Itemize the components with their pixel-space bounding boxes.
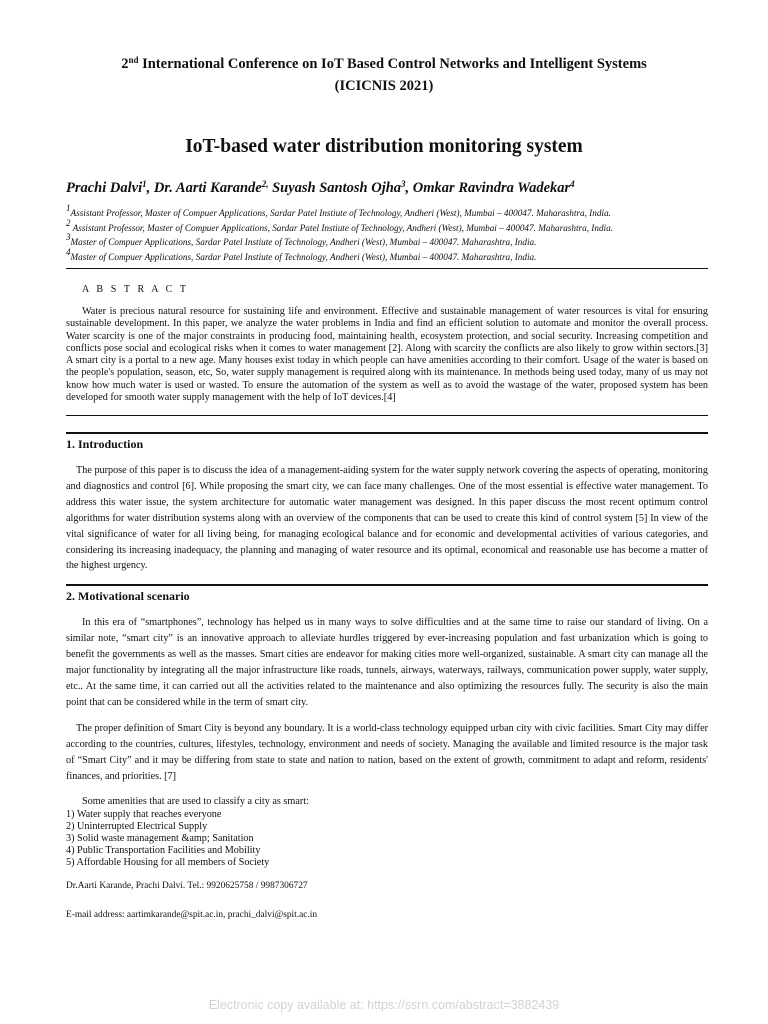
author-name: Dr. Aarti Karande: [153, 180, 262, 196]
conference-title: 2nd International Conference on IoT Based Control Networks and Intelligent Systems: [121, 55, 647, 72]
author-name: Omkar Ravindra Wadekar: [412, 180, 571, 196]
list-item: 5) Affordable Housing for all members of Society: [66, 856, 270, 868]
divider: [66, 268, 708, 269]
motivational-paragraph: The proper definition of Smart City is beyond any boundary. It is a world-class technology equipped urban city with civic facilities. Smart City may differ according to the countries, cultures, lifestyles, technology, environment and needs of society. Managing the available and limited resource is the major task of “Smart City” and it may be differing from state to state and nation to nation, based on the extent of growth, commitment to adapt and reform, residents' finances, and priorities. [7]: [66, 723, 708, 782]
affiliation: $^1$Assistant Professor, Master of Compuer Applications, Sardar Patel Instiute of Technology, Andheri (West), Mumbai – 400047. Maharashtra, India.: [66, 203, 611, 218]
author-list: Prachi Dalvi$^1$, Dr. Aarti Karande$^{2,}$ Suyash Santosh Ojha$^3$, Omkar Ravindra Wadekar$^4$: [66, 179, 575, 196]
section-heading-motivational: 2. Motivational scenario: [66, 589, 190, 603]
section-divider: [66, 584, 708, 586]
abstract-heading: A B S T R A C T: [82, 284, 189, 295]
list-item: 2) Uninterrupted Electrical Supply: [66, 820, 208, 832]
affiliation: $^4$Master of Compuer Applications, Sardar Patel Instiute of Technology, Andheri (West), Mumbai – 400047. Maharashtra, India.: [66, 247, 537, 262]
section-divider: [66, 432, 708, 434]
section-heading-introduction: 1. Introduction: [66, 437, 144, 451]
affiliation: $^2$ Assistant Professor, Master of Compuer Applications, Sardar Patel Instiute of Technology, Andheri (West), Mumbai – 400047. Maharashtra, India.: [66, 218, 613, 233]
author-name: Suyash Santosh Ojha: [272, 180, 402, 196]
contact-email: E-mail address: aartimkarande@spit.ac.in, prachi_dalvi@spit.ac.in: [66, 910, 318, 920]
divider: [66, 415, 708, 416]
contact-telephone: Dr.Aarti Karande, Prachi Dalvi. Tel.: 9920625758 / 9987306727: [66, 881, 308, 891]
motivational-paragraph: In this era of “smartphones”, technology has helped us in many ways to solve difficulties and at the same time to raise our standard of living. On a similar note, “smart city” is an innovative approach to alleviate hurdles triggered by ever-increasing population and fast urbanization which is going to benefit the governments as well as the masses. Smart cities are endeavor for making cities more well-organized, sustainable. A smart city can manage all the major functionality by integrating all the major infrastructure like roads, tunnels, airways, waterways, railways, communication power supply, water supply, etc.. At the same time, it can carried out all the activities related to the maintenance and also optimizing the resources fully. The security is also the main point that can be considered while in the term of smart city.: [66, 617, 708, 708]
author-name: Prachi Dalvi: [66, 180, 143, 196]
list-item: 1) Water supply that reaches everyone: [66, 809, 222, 820]
amenities-list: [66, 809, 269, 869]
paper-title: IoT-based water distribution monitoring system: [185, 136, 583, 157]
introduction-text: The purpose of this paper is to discuss the idea of a management-aiding system for the water supply network covering the aspects of operating, monitoring and diagnostics and control [6]. While proposing the smart city, we can face many challenges. One of the most essential is effective water management. To address this water issue, the system architecture for automatic water management was designed. In this paper discuss the most recent optimum control algorithms for water distribution systems along with an overview of the components that can be used to create this kind of control system [5] In view of the vital significance of water for all living being, for managing ecological balance and for economic and developmental activities of various categories, and considering its increasing inadequacy, the planning and managing of water resource and its optimal, economical and reasonable use has become a matter of the highest urgency.: [66, 465, 708, 572]
ssrn-footer: Electronic copy available at: https://ssrn.com/abstract=3882439: [208, 998, 560, 1012]
list-item: 4) Public Transportation Facilities and Mobility: [66, 844, 261, 856]
conference-acronym: (ICICNIS 2021): [334, 78, 434, 94]
list-item: 3) Solid waste management &amp; Sanitation: [66, 832, 254, 844]
amenities-intro: Some amenities that are used to classify a city as smart:: [82, 796, 309, 807]
abstract-text: Water is precious natural resource for sustaining life and environment. Effective and sustainable management of water resources is vital for ensuring sustainable development. In this paper, we analyze the water problems in India and find an efficient solution to automate and monitor the overall process. Water scarcity is one of the major constraints in producing food, maintaining health, ecosystem protection, and social security. Increasing competition and conflicts pose social and ecological risks when it comes to water management [2]. Along with scarcity the conflicts are also likely to grow within sectors.[3] A smart city is a portal to a new age. Many houses exist today in which people can have amenities according to their comfort. Usage of the water is based on the people's population, season, etc, So, water supply management is required along with its maintenance. In methods being used today, many of us may not know how much water is used or wasted. To ensure the automation of the system as well as to avoid the wastage of the water, proposed system has been developed for smooth water supply management with the help of IoT devices.[4]: [66, 306, 708, 404]
affiliation: $^3$Master of Compuer Applications, Sardar Patel Instiute of Technology, Andheri (West), Mumbai – 400047. Maharashtra, India.: [66, 232, 537, 247]
